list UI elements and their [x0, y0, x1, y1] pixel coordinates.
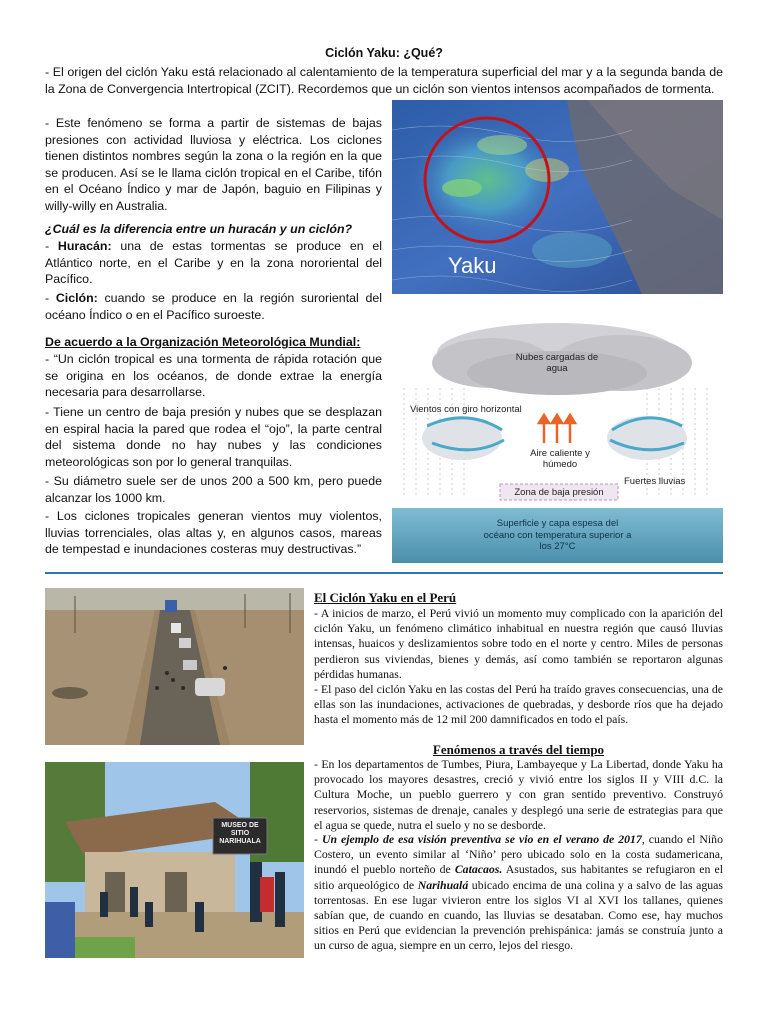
ciclon-text: cuando se produce en la región suroriental del océano Índico o en el Pacífico suroeste.: [45, 291, 382, 322]
ciclon-paragraph: - Ciclón: cuando se produce en la región suroriental del océano Índico o en el Pacífico suroeste.: [45, 291, 382, 322]
diagram-rains-label: Fuertes lluvias: [624, 476, 686, 487]
satellite-image: [392, 100, 723, 294]
satellite-label: Yaku: [448, 253, 497, 278]
history-text-a: , cuando el Niño Costero, un evento similar al ‘Niño’ pero ubicado solo en la costa sudamericana, inundó el pueblo norteño de: [314, 832, 723, 877]
history-highlight: Un ejemplo de esa visión preventiva se vio en el verano de 2017: [321, 832, 642, 846]
diagram-ocean-label: Superficie y capa espesa del océano con temperatura superior a los 27°C: [483, 518, 632, 552]
diagram-clouds-label: Nubes cargadas de agua: [515, 352, 599, 374]
history-paragraph-1: - En los departamentos de Tumbes, Piura, Lambayeque y La Libertad, donde Yaku ha provocado los mayores desastres, creció y vivió entre los siglos II y VIII d.C. la Cultura Moche, un pueblo guerrero y con gran sentido preventivo. Construyó reservorios, sistemas de drenaje, canales y desplegó una serie de estrategias para que el agua se quede, nutra el suelo y no se desborde.: [314, 757, 723, 832]
cyclone-diagram: [392, 308, 723, 563]
huracan-label: Huracán:: [57, 239, 112, 253]
formation-paragraph: - Este fenómeno se forma a partir de sistemas de bajas presiones con actividad lluviosa y eléctrica. Los ciclones tienen distintos nombres según la zona o la región en la que se producen. Así se le llama ciclón tropical en el Caribe, tifón en el Océano Índico y mar de Japón, baguio en Filipinas y willy-willy en Australia.: [45, 116, 382, 213]
huracan-paragraph: - Huracán: una de estas tormentas se produce en el Atlántico norte, en el Caribe y en la zona nororiental del Pacífico.: [45, 239, 382, 287]
omm-paragraph-3: - Su diámetro suele ser de unos 200 a 500 km, pero puede alcanzar los 1000 km.: [45, 474, 382, 505]
ciclon-label: Ciclón:: [55, 291, 98, 305]
huracan-text: una de estas tormentas se produce en el Atlántico norte, en el Caribe y en la zona nororiental del Pacífico.: [45, 239, 382, 287]
diagram-low-pressure-label: Zona de baja presión: [514, 487, 604, 498]
omm-heading: De acuerdo a la Organización Meteorológica Mundial:: [45, 335, 361, 349]
museum-photo: [45, 762, 304, 958]
diagram-winds-label: Vientos con giro horizontal: [410, 404, 522, 415]
difference-question: ¿Cuál es la diferencia entre un huracán y un ciclón?: [45, 222, 353, 236]
omm-paragraph-4: - Los ciclones tropicales generan vientos muy violentos, lluvias torrenciales, olas altas y, en algunos casos, mareas de tempestad e inundaciones costeras muy destructivas.”: [45, 509, 382, 557]
history-text-b: Asustados, sus habitantes se refugiaron en el sitio arqueológico de: [314, 862, 723, 892]
history-paragraph-2: - Un ejemplo de esa visión preventiva se vio en el verano de 2017, cuando el Niño Costero, un evento similar al ‘Niño’ pero ubicado solo en la costa sudamericana, inundó el pueblo norteño de Catacaos. Asustados, sus habitantes se refugiaron en el sitio arqueológico de Narihualá ubicado encima de una colina y a salvo de las aguas torrentosas. En ese lugar vivieron entre los siglos VI al XVI los tallanes, quienes sabían que, de cuando en cuando, las lluvias se desataban. Como ese, hay muchos sitios en Perú que evidencian la prevención prehispánica: jamás se construía junto a un curso de agua, siempre en un cerro, lejos del riesgo.: [314, 832, 723, 953]
flood-photo: [45, 588, 304, 745]
diagram-air-label: Aire caliente y húmedo: [530, 448, 590, 470]
omm-paragraph-1: - “Un ciclón tropical es una tormenta de rápida rotación que se origina en los océanos, de donde extrae la energía necesaria para desarrollarse.: [45, 352, 382, 400]
catacaos-name: Catacaos.: [454, 862, 503, 877]
intro-paragraph: - El origen del ciclón Yaku está relacionado al calentamiento de la temperatura superficial del mar y a la segunda banda de la Zona de Convergencia Intertropical (ZCIT). Recordemos que un ciclón son vientos intensos acompañados de tormenta.: [45, 65, 723, 96]
section-divider: [45, 572, 723, 574]
page-title: Ciclón Yaku: ¿Qué?: [325, 46, 443, 60]
history-section-title: Fenómenos a través del tiempo: [432, 742, 605, 757]
omm-paragraph-2: - Tiene un centro de baja presión y nubes que se desplazan en espiral hacia la pared que rodea el “ojo”, la parte central del sistema donde no hay nubes y las condiciones meteorológicas son por lo general tranquilas.: [45, 405, 382, 469]
narihuala-name: Narihualá: [417, 877, 469, 892]
peru-paragraph-2: - El paso del ciclón Yaku en las costas del Perú ha traído graves consecuencias, una de ellas son las inundaciones, activaciones de quebradas, y desborde ríos que ha dejado hasta el momento más de 12 mil 200 damnificados en todo el país.: [314, 682, 723, 727]
museum-sign: MUSEO DE SITIO NARIHUALA: [219, 822, 261, 845]
history-text-c: ubicado encima de una colina y a salvo de las aguas torrentosas. En ese lugar vivieron entre los siglos VI al XVI los tallanes, quienes sabían que, de cuando en cuando, las lluvias se desataban. Como ese, hay muchos sitios en Perú que evidencian la prevención prehispánica: jamás se construía junto a un curso de agua, siempre en un cerro, lejos del riesgo.: [314, 877, 723, 953]
peru-paragraph-1: - A inicios de marzo, el Perú vivió un momento muy complicado con la aparición del ciclón Yaku, un fenómeno climático inhabitual en nuestra región que causó lluvias intensas, huaicos y deslizamientos sobre todo en el norte y centro. Miles de personas perdieron sus viviendas, bienes y demás, así como también se reportaron algunas pérdidas humanas.: [314, 606, 723, 681]
peru-section-title: El Ciclón Yaku en el Perú: [314, 590, 457, 605]
